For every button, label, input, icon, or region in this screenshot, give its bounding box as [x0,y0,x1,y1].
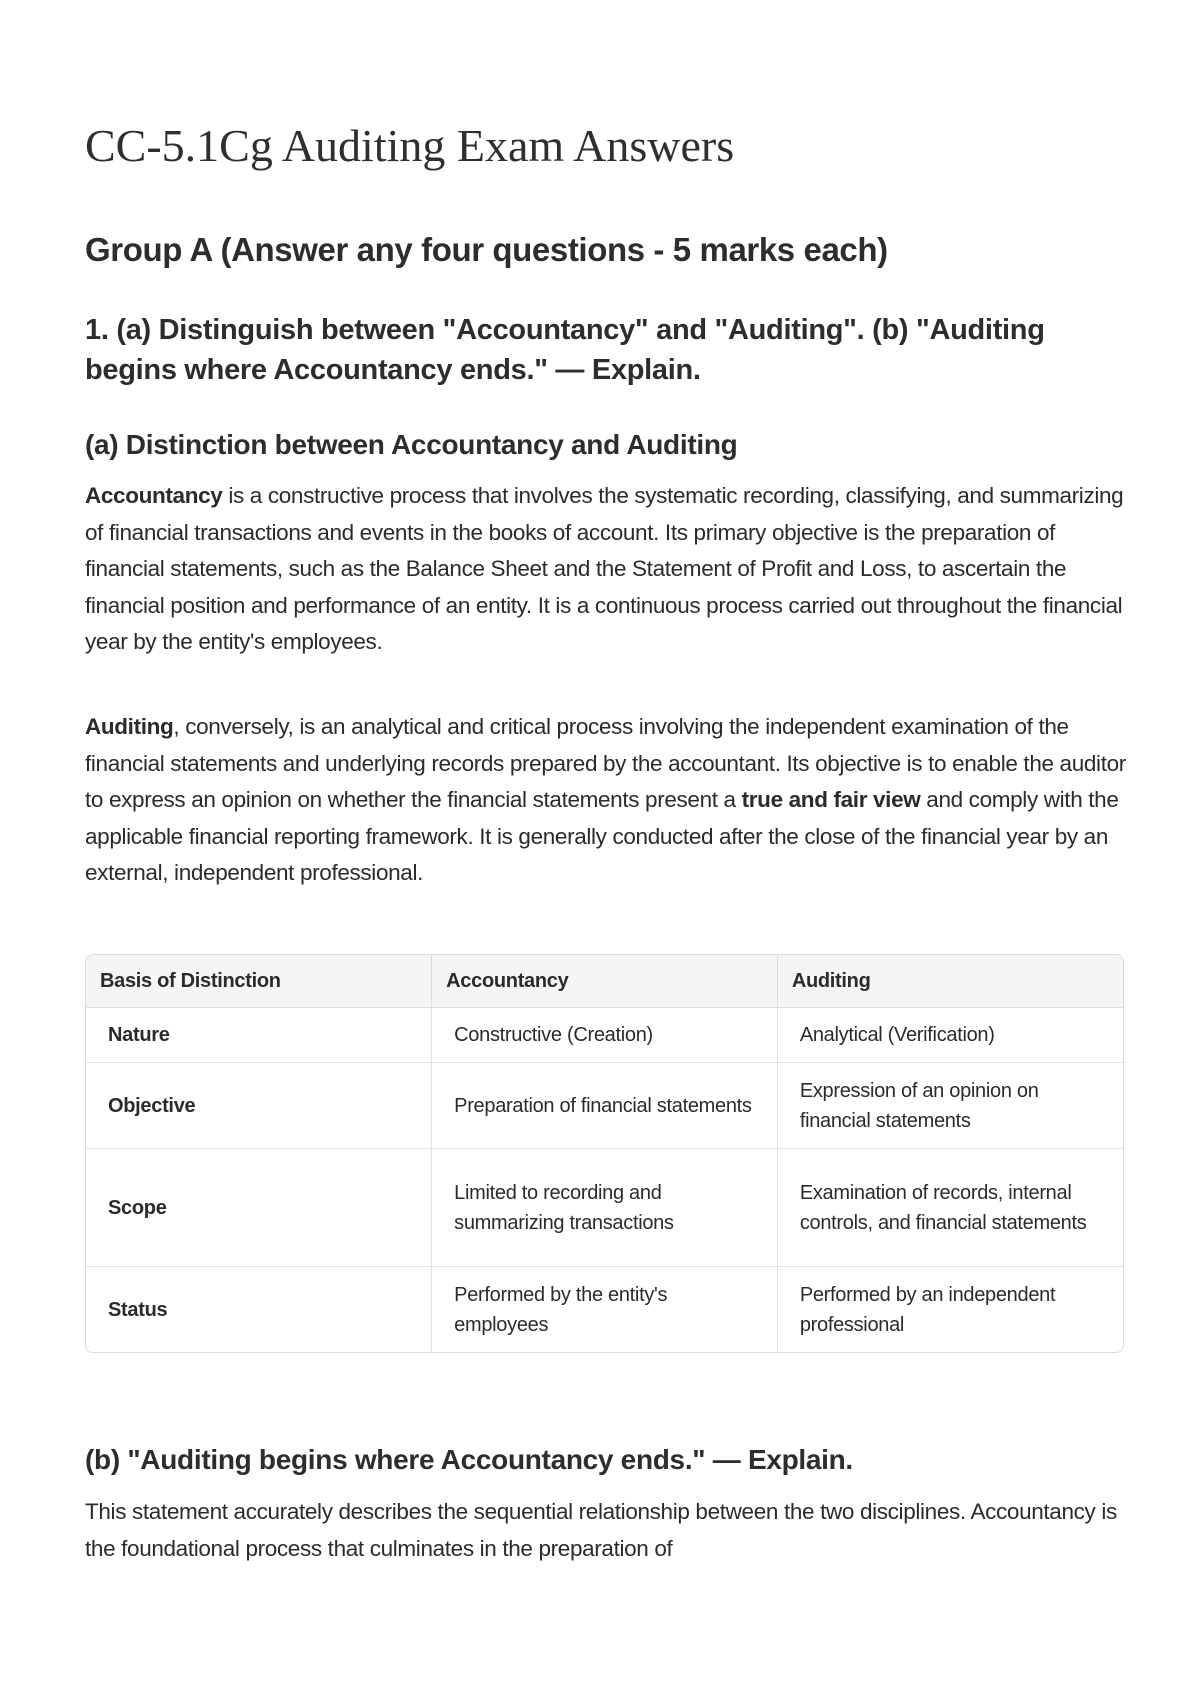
section-b-heading: (b) "Auditing begins where Accountancy ends." — Explain. [85,1444,853,1475]
table-row [86,1063,1123,1149]
table-header-row [86,955,1123,1008]
table-cell-basis: Objective [86,1063,432,1149]
accountancy-paragraph [85,478,1130,661]
auditing-paragraph-text-before: , conversely, is an analytical and critical process involving the independent examination of the financial statements and underlying records prepared by the accountant. Its objective is to enable the auditor to express an opinion on whether the financial statements present a [85,714,1126,813]
table-cell-accountancy: Limited to recording and summarizing transactions [432,1149,778,1267]
table-header-accountancy: Accountancy [432,955,778,1008]
table-cell-auditing: Expression of an opinion on financial statements [777,1063,1123,1149]
table-row [86,1008,1123,1063]
distinction-table [86,955,1123,1352]
table-header-basis: Basis of Distinction [86,955,432,1008]
table-row [86,1149,1123,1267]
document-title: CC-5.1Cg Auditing Exam Answers [85,120,735,171]
table-cell-basis: Scope [86,1149,432,1267]
table-cell-basis: Nature [86,1008,432,1063]
distinction-table-container [85,954,1124,1353]
table-cell-auditing: Performed by an independent professional [799,1283,1056,1336]
table-row [86,1267,1123,1353]
group-heading: Group A (Answer any four questions - 5 marks each) [85,231,888,268]
table-cell-auditing: Examination of records, internal controls, and financial statements [777,1149,1123,1267]
auditing-paragraph-text-after: and comply with the applicable financial reporting framework. It is generally conducted after the close of the financial year by an external, independent professional. [85,787,1119,886]
section-b-paragraph: This statement accurately describes the sequential relationship between the two disciplines. Accountancy is the foundational process that culminates in the preparation of [85,1499,1117,1561]
true-and-fair-view-emphasis: true and fair view [741,787,921,813]
auditing-paragraph [85,709,1130,892]
section-a-heading: (a) Distinction between Accountancy and Auditing [85,429,738,460]
auditing-term: Auditing [85,714,174,739]
table-cell-accountancy: Performed by the entity's employees [432,1267,778,1353]
table-cell-auditing: Analytical (Verification) [777,1008,1123,1063]
accountancy-paragraph-text: is a constructive process that involves the systematic recording, classifying, and summarizing of financial transactions and events in the books of account. Its primary objective is the preparation of financial statements, such as the Balance Sheet and the Statement of Profit and Loss, to ascertain the financial position and performance of an entity. It is a continuous process carried out throughout the financial year by the entity's employees. [85,483,1124,655]
table-cell-accountancy: Preparation of financial statements [432,1063,778,1149]
question-heading: 1. (a) Distinguish between "Accountancy" and "Auditing". (b) "Auditing begins where Accountancy ends." — Explain. [85,314,1045,386]
table-header-auditing: Auditing [777,955,1123,1008]
table-cell-basis: Status [86,1267,432,1353]
accountancy-term: Accountancy [85,483,223,508]
table-cell-accountancy: Constructive (Creation) [432,1008,778,1063]
